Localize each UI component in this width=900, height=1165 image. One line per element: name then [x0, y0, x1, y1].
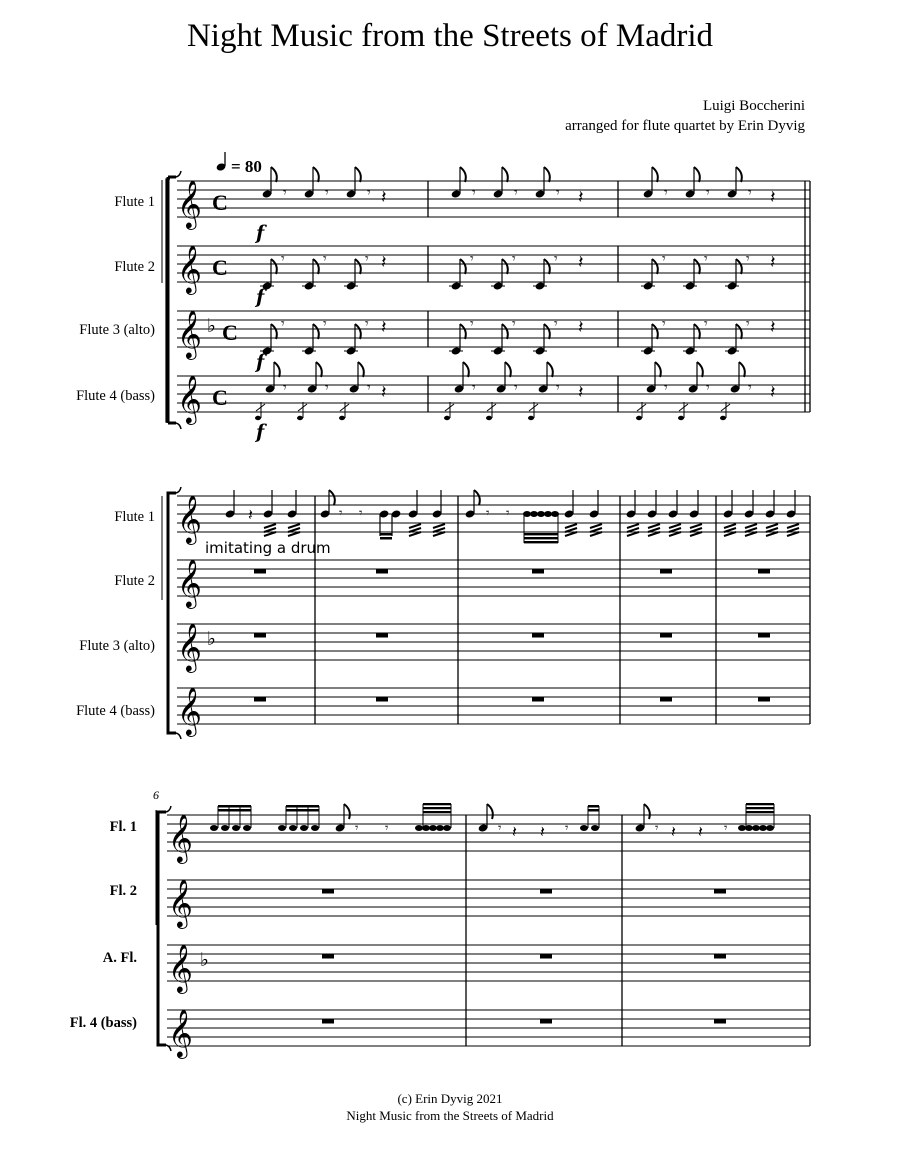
svg-text:𝄾: 𝄾: [365, 316, 369, 332]
svg-text:𝄾: 𝄾: [283, 380, 287, 396]
svg-text:𝄽: 𝄽: [770, 382, 776, 403]
svg-text:𝄾: 𝄾: [556, 380, 560, 396]
svg-text:𝄾: 𝄾: [724, 821, 728, 836]
svg-text:𝄾: 𝄾: [664, 380, 668, 396]
svg-text:𝄾: 𝄾: [365, 251, 369, 267]
svg-text:C: C: [212, 385, 228, 410]
system-2-label-4: Flute 4 (bass): [76, 703, 155, 719]
svg-text:𝄾: 𝄾: [704, 251, 708, 267]
technique-annotation: imitating a drum: [205, 539, 331, 557]
staff-s1-2: [177, 244, 810, 308]
system-3-label-2: Fl. 2: [109, 883, 137, 899]
treble-clef-icon: 𝄞: [168, 943, 193, 992]
svg-text:𝄾: 𝄾: [554, 251, 558, 267]
svg-text:𝄾: 𝄾: [512, 251, 516, 267]
svg-text:𝄾: 𝄾: [486, 506, 490, 521]
staff-s1-3: [177, 309, 810, 373]
treble-clef-icon: 𝄞: [177, 494, 202, 543]
composer-name: Luigi Boccherini: [702, 98, 805, 114]
svg-text:𝄽: 𝄽: [512, 822, 517, 841]
svg-text:𝄾: 𝄾: [746, 316, 750, 332]
svg-text:𝄽: 𝄽: [381, 252, 387, 273]
svg-text:𝄽: 𝄽: [248, 505, 253, 524]
svg-text:𝄾: 𝄾: [506, 506, 510, 521]
svg-text:f: f: [256, 286, 265, 308]
svg-text:𝄽: 𝄽: [381, 382, 387, 403]
system-2-label-1: Flute 1: [114, 509, 155, 525]
svg-text:𝄾: 𝄾: [367, 380, 371, 396]
svg-text:𝄾: 𝄾: [281, 251, 285, 267]
staff-s1-1: [177, 167, 810, 244]
footer-title: Night Music from the Streets of Madrid: [346, 1108, 554, 1123]
svg-text:𝄾: 𝄾: [565, 821, 569, 836]
svg-text:𝄽: 𝄽: [578, 382, 584, 403]
barlines-s1: [428, 181, 810, 412]
tempo-marking: [216, 152, 262, 176]
svg-text:𝄾: 𝄾: [281, 316, 285, 332]
treble-clef-icon: 𝄞: [177, 374, 202, 423]
svg-text:𝄽: 𝄽: [770, 252, 776, 273]
svg-text:𝄾: 𝄾: [514, 185, 518, 201]
svg-text:𝄾: 𝄾: [359, 506, 363, 521]
svg-text:𝄾: 𝄾: [748, 380, 752, 396]
svg-text:𝄾: 𝄾: [339, 506, 343, 521]
system-3-label-3: A. Fl.: [102, 950, 137, 966]
system-1: [76, 167, 810, 443]
flat-icon: ♭: [200, 949, 209, 971]
svg-text:𝄾: 𝄾: [323, 316, 327, 332]
svg-text:𝄾: 𝄾: [662, 251, 666, 267]
dynamic-forte: f: [256, 222, 265, 244]
flat-icon: ♭: [207, 315, 216, 337]
svg-text:𝄾: 𝄾: [367, 185, 371, 201]
svg-text:𝄽: 𝄽: [381, 187, 387, 208]
svg-text:𝄽: 𝄽: [671, 822, 676, 841]
system-3: [70, 788, 810, 1059]
svg-text:𝄾: 𝄾: [556, 185, 560, 201]
svg-text:𝄾: 𝄾: [748, 185, 752, 201]
svg-text:𝄽: 𝄽: [578, 317, 584, 338]
treble-clef-icon: 𝄞: [177, 309, 202, 358]
svg-text:𝄾: 𝄾: [325, 380, 329, 396]
treble-clef-icon: 𝄞: [177, 558, 202, 607]
score-title: Night Music from the Streets of Madrid: [186, 18, 714, 54]
drum-pattern-s2: [225, 490, 799, 543]
svg-text:𝄾: 𝄾: [385, 821, 389, 836]
treble-clef-icon: 𝄞: [177, 686, 202, 735]
system-1-label-2: Flute 2: [114, 259, 155, 275]
flat-icon: ♭: [207, 628, 216, 650]
svg-text:𝄾: 𝄾: [746, 251, 750, 267]
svg-text:f: f: [256, 351, 265, 373]
svg-text:𝄾: 𝄾: [283, 185, 287, 201]
treble-clef-icon: 𝄞: [177, 244, 202, 293]
svg-text:𝄽: 𝄽: [770, 317, 776, 338]
treble-clef-icon: 𝄞: [168, 813, 193, 862]
svg-text:𝄾: 𝄾: [470, 316, 474, 332]
system-1-label-4: Flute 4 (bass): [76, 388, 155, 404]
whole-rests-s2: [254, 569, 770, 702]
svg-text:𝄾: 𝄾: [704, 316, 708, 332]
system-3-label-4: Fl. 4 (bass): [69, 1015, 137, 1031]
svg-text:𝄾: 𝄾: [664, 185, 668, 201]
svg-text:𝄽: 𝄽: [698, 822, 703, 841]
system-1-label-1: Flute 1: [114, 194, 155, 210]
svg-text:𝄾: 𝄾: [512, 316, 516, 332]
whole-rests-s3: [322, 889, 726, 1024]
treble-clef-icon: 𝄞: [177, 622, 202, 671]
treble-clef-icon: 𝄞: [177, 179, 202, 228]
arranger-credit: arranged for flute quartet by Erin Dyvig: [565, 118, 805, 134]
svg-text:f: f: [256, 421, 265, 443]
svg-text:𝄽: 𝄽: [381, 317, 387, 338]
svg-text:𝄾: 𝄾: [706, 185, 710, 201]
measure-number: 6: [153, 788, 159, 802]
svg-text:𝄾: 𝄾: [514, 380, 518, 396]
staff-s1-4: [177, 362, 810, 443]
staff-lines-s3: [167, 815, 810, 1046]
svg-text:𝄾: 𝄾: [325, 185, 329, 201]
barlines-s3: [466, 815, 810, 1046]
svg-text:𝄾: 𝄾: [323, 251, 327, 267]
sixteenths-s3: [210, 803, 774, 841]
system-3-label-1: Fl. 1: [109, 819, 137, 835]
svg-text:𝄾: 𝄾: [470, 251, 474, 267]
svg-text:𝄾: 𝄾: [662, 316, 666, 332]
tempo-text: = 80: [231, 157, 262, 176]
svg-text:𝄽: 𝄽: [578, 187, 584, 208]
barlines-s2: [315, 496, 810, 724]
system-1-label-3: Flute 3 (alto): [79, 322, 155, 338]
svg-text:𝄽: 𝄽: [578, 252, 584, 273]
svg-text:𝄽: 𝄽: [770, 187, 776, 208]
svg-text:𝄾: 𝄾: [655, 821, 659, 836]
svg-text:𝄾: 𝄾: [498, 821, 502, 836]
svg-text:𝄾: 𝄾: [355, 821, 359, 836]
footer-copyright: (c) Erin Dyvig 2021: [397, 1091, 503, 1106]
svg-text:𝄾: 𝄾: [706, 380, 710, 396]
treble-clef-icon: 𝄞: [168, 1008, 193, 1057]
svg-text:𝄾: 𝄾: [472, 380, 476, 396]
svg-text:𝄾: 𝄾: [472, 185, 476, 201]
system-2-label-3: Flute 3 (alto): [79, 638, 155, 654]
system-2-label-2: Flute 2: [114, 573, 155, 589]
svg-text:C: C: [212, 255, 228, 280]
svg-text:𝄽: 𝄽: [540, 822, 545, 841]
svg-text:C: C: [222, 320, 238, 345]
treble-clef-icon: 𝄞: [168, 878, 193, 927]
page-footer: [0, 1090, 900, 1124]
svg-text:𝄾: 𝄾: [554, 316, 558, 332]
system-2: [76, 487, 810, 739]
time-signature: C: [212, 190, 228, 215]
